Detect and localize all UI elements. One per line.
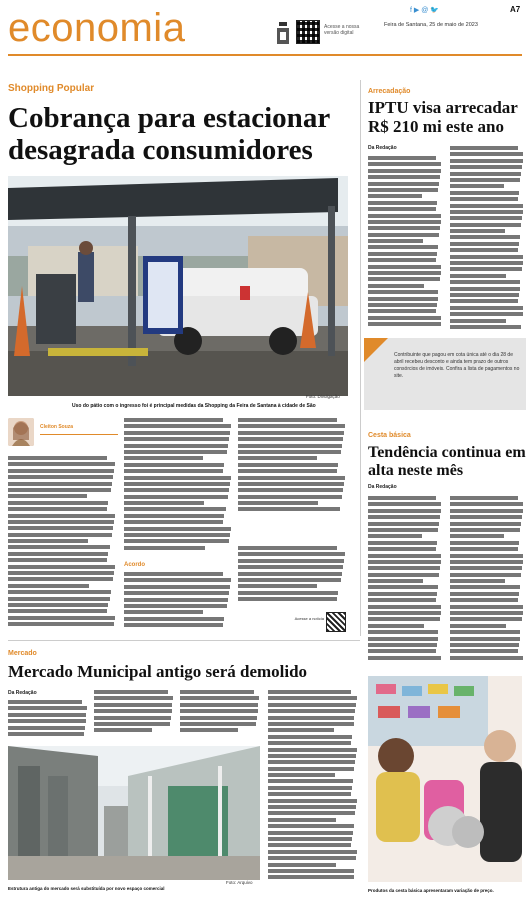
- body-text-line: [124, 431, 230, 435]
- body-text-line: [368, 188, 438, 192]
- body-text-line: [238, 559, 344, 563]
- body-text-line: [368, 509, 441, 513]
- mercado-photo: [8, 746, 260, 880]
- main-story-column-1: [8, 456, 116, 634]
- body-text-line: [8, 622, 114, 626]
- cesta-column-1: [368, 496, 442, 668]
- body-text-line: [368, 297, 438, 301]
- body-text-line: [8, 609, 107, 613]
- body-text-line: [124, 520, 223, 524]
- body-text-line: [450, 560, 523, 564]
- body-text-line: [450, 242, 519, 246]
- body-text-line: [8, 488, 111, 492]
- column-divider: [360, 80, 361, 636]
- main-story-column-3: [238, 418, 346, 514]
- story-qr-label: Acesse a notícia: [294, 616, 324, 621]
- digital-edition-qr-code: [296, 20, 320, 44]
- body-text-line: [238, 572, 342, 576]
- edition-date: Feira de Santana, 25 de maio de 2023: [384, 22, 478, 28]
- body-text-line: [124, 495, 228, 499]
- body-text-line: [124, 591, 229, 595]
- body-text-line: [450, 592, 519, 596]
- body-text-line: [268, 722, 354, 726]
- body-text-line: [368, 502, 441, 506]
- mercado-column-4: [268, 690, 358, 882]
- body-text-line: [268, 805, 356, 809]
- body-text-line: [450, 146, 518, 150]
- body-text-line: [94, 728, 152, 732]
- cesta-photo-caption: Produtos da cesta básica apresentaram variação de preço.: [368, 888, 494, 893]
- main-photo-caption: Uso do pátio com o ingresso foi é principal medidas da Shopping da Feira de Santana à cidade de São: [72, 403, 316, 409]
- body-text-line: [268, 741, 351, 745]
- body-text-line: [450, 598, 518, 602]
- body-text-line: [180, 696, 259, 700]
- body-text-line: [94, 696, 173, 700]
- body-text-line: [368, 277, 440, 281]
- body-text-line: [8, 713, 86, 717]
- body-text-line: [94, 709, 172, 713]
- body-text-line: [124, 578, 231, 582]
- body-text-line: [368, 162, 441, 166]
- body-text-line: [8, 558, 107, 562]
- body-text-line: [238, 469, 337, 473]
- body-text-line: [124, 514, 224, 518]
- body-text-line: [8, 539, 88, 543]
- iptu-kicker: Arrecadação: [368, 88, 411, 95]
- body-text-line: [238, 584, 317, 588]
- body-text-line: [450, 184, 504, 188]
- body-text-line: [238, 424, 345, 428]
- body-text-line: [268, 773, 335, 777]
- body-text-line: [8, 507, 107, 511]
- body-text-line: [8, 552, 108, 556]
- body-text-line: [450, 312, 523, 316]
- body-text-line: [368, 637, 438, 641]
- body-text-line: [268, 850, 357, 854]
- body-text-line: [450, 547, 518, 551]
- body-text-line: [368, 592, 437, 596]
- body-text-line: [368, 322, 441, 326]
- body-text-line: [268, 748, 357, 752]
- body-text-line: [238, 450, 341, 454]
- body-text-line: [450, 554, 523, 558]
- body-text-line: [450, 261, 523, 265]
- body-text-line: [368, 643, 437, 647]
- body-text-line: [368, 207, 436, 211]
- body-text-line: [8, 577, 113, 581]
- body-text-line: [268, 728, 334, 732]
- body-text-line: [450, 617, 522, 621]
- body-text-line: [268, 735, 352, 739]
- body-text-line: [268, 754, 356, 758]
- body-text-line: [368, 598, 436, 602]
- body-text-line: [124, 623, 223, 627]
- body-text-line: [450, 299, 518, 303]
- mercado-column-3: [180, 690, 260, 740]
- body-text-line: [450, 496, 518, 500]
- iptu-byline: Da Redação: [368, 145, 397, 151]
- body-text-line: [268, 831, 353, 835]
- body-text-line: [450, 306, 523, 310]
- body-text-line: [450, 515, 522, 519]
- newspaper-logo-icon: [276, 20, 290, 46]
- body-text-line: [8, 469, 114, 473]
- body-text-line: [450, 248, 518, 252]
- cesta-headline[interactable]: Tendência continua em alta neste mês: [368, 444, 526, 479]
- body-text-line: [8, 475, 113, 479]
- body-text-line: [268, 843, 351, 847]
- cesta-photo: [368, 676, 522, 882]
- body-text-line: [268, 716, 354, 720]
- body-text-line: [8, 616, 115, 620]
- body-text-line: [450, 293, 519, 297]
- body-text-line: [368, 290, 438, 294]
- body-text-line: [124, 533, 230, 537]
- body-text-line: [8, 571, 114, 575]
- body-text-line: [450, 509, 523, 513]
- body-text-line: [368, 649, 436, 653]
- body-text-line: [124, 610, 203, 614]
- cesta-column-2: [450, 496, 524, 668]
- body-text-line: [94, 690, 168, 694]
- body-text-line: [238, 552, 345, 556]
- main-story-headline[interactable]: Cobrança para estacionar desagrada consumidores: [8, 102, 330, 166]
- main-story-subhead: Acordo: [124, 562, 145, 568]
- body-text-line: [238, 463, 338, 467]
- main-story-column-2b: [124, 572, 232, 634]
- body-text-line: [450, 255, 523, 259]
- body-text-line: [368, 605, 441, 609]
- body-text-line: [450, 159, 523, 163]
- body-text-line: [368, 194, 422, 198]
- body-text-line: [180, 690, 254, 694]
- body-text-line: [124, 527, 231, 531]
- body-text-line: [450, 319, 506, 323]
- body-text-line: [238, 456, 317, 460]
- body-text-line: [238, 597, 337, 601]
- body-text-line: [368, 245, 438, 249]
- body-text-line: [238, 565, 343, 569]
- body-text-line: [368, 579, 423, 583]
- body-text-line: [268, 856, 356, 860]
- body-text-line: [124, 424, 231, 428]
- body-text-line: [8, 597, 110, 601]
- page-number: A7: [510, 5, 521, 14]
- body-text-line: [368, 585, 438, 589]
- body-text-line: [8, 732, 84, 736]
- body-text-line: [268, 779, 353, 783]
- body-text-line: [268, 792, 351, 796]
- main-story-column-3b: [238, 546, 346, 608]
- body-text-line: [450, 573, 521, 577]
- qr-caption: Acesse a nossa versão digital: [324, 24, 360, 36]
- body-text-line: [368, 226, 440, 230]
- mercado-photo-caption: Estrutura antiga do mercado será substituída por novo espaço comercial: [8, 886, 165, 891]
- body-text-line: [124, 585, 230, 589]
- body-text-line: [368, 214, 441, 218]
- body-text-line: [368, 560, 441, 564]
- body-text-line: [124, 604, 227, 608]
- mercado-column-1: [8, 700, 88, 740]
- body-text-line: [368, 265, 441, 269]
- body-text-line: [8, 514, 115, 518]
- main-story-column-2: [124, 418, 232, 556]
- body-text-line: [238, 546, 337, 550]
- body-text-line: [124, 482, 230, 486]
- body-text-line: [238, 431, 344, 435]
- social-icons: f ▶ @ 🐦: [410, 7, 439, 14]
- main-story-kicker: Shopping Popular: [8, 83, 95, 94]
- iptu-column-1: [368, 156, 442, 332]
- body-text-line: [368, 303, 437, 307]
- body-text-line: [94, 716, 171, 720]
- body-text-line: [450, 585, 520, 589]
- body-text-line: [268, 703, 356, 707]
- body-text-line: [124, 546, 205, 550]
- body-text-line: [368, 284, 424, 288]
- body-text-line: [450, 223, 521, 227]
- body-text-line: [368, 252, 437, 256]
- body-text-line: [124, 488, 229, 492]
- body-text-line: [8, 526, 113, 530]
- body-text-line: [124, 469, 223, 473]
- body-text-line: [368, 156, 436, 160]
- body-text-line: [268, 696, 357, 700]
- body-text-line: [268, 863, 336, 867]
- body-text-line: [368, 169, 441, 173]
- body-text-line: [180, 722, 256, 726]
- body-text-line: [124, 501, 204, 505]
- body-text-line: [94, 703, 172, 707]
- body-text-line: [268, 799, 357, 803]
- cesta-byline: Da Redação: [368, 484, 397, 490]
- body-text-line: [180, 709, 258, 713]
- main-story-photo: [8, 176, 348, 396]
- body-text-line: [124, 617, 224, 621]
- body-text-line: [238, 578, 341, 582]
- body-text-line: [8, 719, 86, 723]
- body-text-line: [8, 726, 85, 730]
- mercado-photo-credit: Foto: Arquivo: [226, 880, 253, 885]
- body-text-line: [180, 703, 258, 707]
- body-text-line: [180, 728, 238, 732]
- highlight-text: Contribuinte que pagou em cota única até o dia 28 de abril recebeu desconto e ainda tem prazo de outros consórcios de imóveis. Confira a lista de pagamentos no site.: [394, 352, 520, 379]
- body-text-line: [450, 656, 523, 660]
- body-text-line: [368, 656, 441, 660]
- body-text-line: [268, 818, 336, 822]
- body-text-line: [450, 522, 521, 526]
- body-text-line: [450, 528, 520, 532]
- iptu-highlight-box: [364, 338, 526, 410]
- mercado-byline: Da Redação: [8, 690, 37, 696]
- body-text-line: [94, 722, 170, 726]
- body-text-line: [368, 271, 441, 275]
- body-text-line: [8, 494, 87, 498]
- body-text-line: [124, 463, 224, 467]
- body-text-line: [368, 611, 441, 615]
- masthead: [0, 0, 530, 60]
- section-divider: [8, 640, 360, 641]
- body-text-line: [8, 462, 115, 466]
- body-text-line: [450, 172, 521, 176]
- body-text-line: [368, 496, 436, 500]
- mercado-kicker: Mercado: [8, 650, 37, 657]
- body-text-line: [368, 201, 437, 205]
- body-text-line: [368, 573, 439, 577]
- body-text-line: [8, 520, 114, 524]
- body-text-line: [238, 437, 343, 441]
- body-text-line: [450, 287, 520, 291]
- body-text-line: [8, 700, 82, 704]
- body-text-line: [268, 837, 352, 841]
- body-text-line: [268, 875, 354, 879]
- author-divider: [40, 434, 118, 435]
- body-text-line: [450, 204, 523, 208]
- body-text-line: [8, 565, 115, 569]
- mercado-column-2: [94, 690, 174, 740]
- author-box: [8, 418, 118, 450]
- body-text-line: [124, 437, 229, 441]
- body-text-line: [450, 325, 521, 329]
- body-text-line: [450, 235, 520, 239]
- body-text-line: [238, 418, 337, 422]
- body-text-line: [238, 482, 344, 486]
- body-text-line: [124, 572, 223, 576]
- body-text-line: [238, 444, 342, 448]
- body-text-line: [268, 760, 355, 764]
- body-text-line: [180, 716, 257, 720]
- body-text-line: [8, 533, 112, 537]
- body-text-line: [450, 502, 523, 506]
- body-text-line: [368, 624, 424, 628]
- body-text-line: [450, 534, 504, 538]
- body-text-line: [268, 690, 351, 694]
- body-text-line: [368, 175, 440, 179]
- body-text-line: [268, 811, 355, 815]
- body-text-line: [8, 482, 112, 486]
- body-text-line: [450, 630, 520, 634]
- body-text-line: [238, 591, 338, 595]
- body-text-line: [450, 624, 506, 628]
- author-name: Cleiton Souza: [40, 424, 74, 430]
- body-text-line: [368, 541, 437, 545]
- body-text-line: [450, 165, 522, 169]
- body-text-line: [8, 456, 107, 460]
- body-text-line: [368, 566, 440, 570]
- body-text-line: [450, 152, 523, 156]
- body-text-line: [450, 611, 523, 615]
- body-text-line: [450, 280, 520, 284]
- body-text-line: [450, 566, 522, 570]
- main-photo-credit: Foto: Divulgação: [306, 394, 340, 399]
- body-text-line: [124, 598, 228, 602]
- body-text-line: [368, 220, 441, 224]
- body-text-line: [268, 786, 352, 790]
- body-text-line: [450, 605, 523, 609]
- body-text-line: [450, 541, 519, 545]
- body-text-line: [124, 444, 228, 448]
- body-text-line: [450, 197, 518, 201]
- body-text-line: [8, 545, 110, 549]
- iptu-headline[interactable]: IPTU visa arrecadar R$ 210 mi este ano: [368, 98, 518, 136]
- body-text-line: [8, 603, 108, 607]
- body-text-line: [450, 210, 523, 214]
- body-text-line: [368, 528, 438, 532]
- body-text-line: [238, 495, 342, 499]
- body-text-line: [268, 709, 355, 713]
- body-text-line: [450, 267, 522, 271]
- body-text-line: [8, 706, 87, 710]
- body-text-line: [124, 539, 229, 543]
- body-text-line: [450, 216, 522, 220]
- body-text-line: [450, 643, 519, 647]
- body-text-line: [450, 178, 520, 182]
- highlight-corner-icon: [364, 338, 388, 362]
- body-text-line: [368, 182, 439, 186]
- body-text-line: [368, 617, 440, 621]
- body-text-line: [368, 522, 439, 526]
- body-text-line: [124, 456, 203, 460]
- body-text-line: [124, 418, 223, 422]
- body-text-line: [450, 649, 518, 653]
- body-text-line: [8, 501, 108, 505]
- body-text-line: [268, 824, 354, 828]
- body-text-line: [8, 590, 111, 594]
- body-text-line: [238, 507, 340, 511]
- body-text-line: [238, 476, 345, 480]
- body-text-line: [8, 584, 89, 588]
- body-text-line: [368, 316, 441, 320]
- section-title: economia: [8, 6, 186, 50]
- body-text-line: [450, 274, 506, 278]
- body-text-line: [450, 637, 520, 641]
- mercado-headline[interactable]: Mercado Municipal antigo será demolido: [8, 662, 308, 681]
- body-text-line: [368, 309, 436, 313]
- body-text-line: [368, 630, 438, 634]
- body-text-line: [368, 554, 441, 558]
- body-text-line: [368, 534, 422, 538]
- body-text-line: [124, 507, 226, 511]
- body-text-line: [368, 515, 440, 519]
- body-text-line: [268, 869, 354, 873]
- body-text-line: [238, 501, 318, 505]
- author-avatar: [8, 418, 34, 446]
- story-qr-code: [326, 612, 346, 632]
- body-text-line: [368, 547, 436, 551]
- body-text-line: [450, 229, 505, 233]
- body-text-line: [124, 450, 227, 454]
- body-text-line: [368, 258, 436, 262]
- body-text-line: [450, 579, 505, 583]
- body-text-line: [368, 233, 439, 237]
- masthead-divider: [8, 54, 522, 56]
- body-text-line: [238, 488, 343, 492]
- body-text-line: [124, 476, 231, 480]
- iptu-column-2: [450, 146, 524, 332]
- cesta-kicker: Cesta básica: [368, 432, 411, 439]
- body-text-line: [450, 191, 519, 195]
- body-text-line: [368, 239, 423, 243]
- body-text-line: [268, 767, 354, 771]
